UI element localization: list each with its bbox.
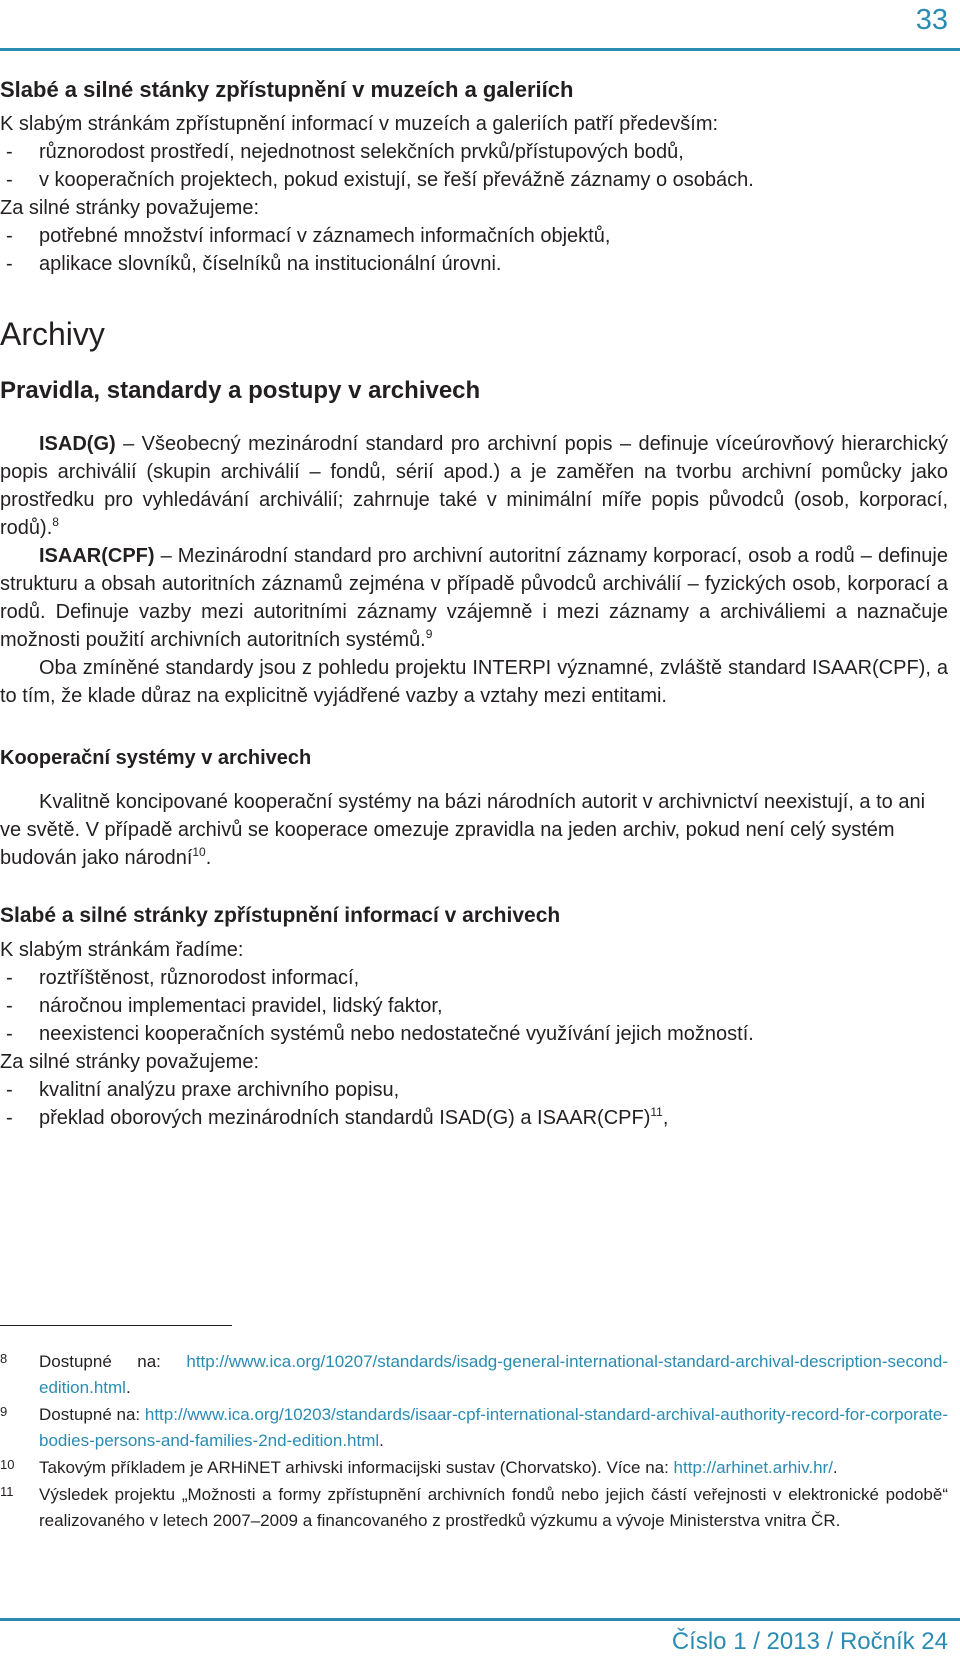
museums-heading: Slabé a silné stánky zpřístupnění v muzeích a galeriích bbox=[0, 77, 574, 102]
museums-weak-intro: K slabým stránkám zpřístupnění informací v muzeích a galeriích patří především: bbox=[0, 113, 719, 135]
strong-item-text: překlad oborových mezinárodních standardů ISAD(G) a ISAAR(CPF) bbox=[39, 1107, 651, 1129]
isaar-text: – Mezinárodní standard pro archivní autoritní záznamy korporací, osob a rodů – definuje strukturu a obsah autoritních záznamů zejména v případě původců archiválií – fyzických osob, korporací a rodů. Definuje vazby mezi autoritními záznamy vzájemně i mezi záznamy a archiváliemi a naznačuje možnosti použití archivních autoritních systémů. bbox=[0, 545, 948, 651]
footnote-divider bbox=[0, 1325, 232, 1326]
footnote-ref-10[interactable]: 10 bbox=[192, 845, 206, 859]
museums-strong-intro: Za silné stránky považujeme: bbox=[0, 197, 260, 219]
footnote-text: Výsledek projektu „Možnosti a formy zpřístupnění archivních fondů nebo jejich částí veřejnosti v elektronické podobě“ realizovaného v letech 2007–2009 a financovaného z prostředků výzkumu a vývoje Ministerstva vnitra ČR. bbox=[39, 1485, 948, 1530]
list-item: - náročnou implementaci pravidel, lidský faktor, bbox=[0, 992, 948, 1020]
museums-weak-list bbox=[0, 138, 948, 194]
isaar-term: ISAAR(CPF) bbox=[39, 545, 155, 567]
footnote-text: Dostupné na: bbox=[39, 1352, 187, 1371]
footnote-10 bbox=[0, 1455, 948, 1481]
strong-item-end: , bbox=[662, 1107, 669, 1129]
rules-heading: Pravidla, standardy a postupy v archivech bbox=[0, 377, 481, 404]
footnote-number: 11 bbox=[0, 1484, 14, 1499]
footnote-11 bbox=[0, 1482, 948, 1534]
archives-weak-list bbox=[0, 964, 948, 1048]
list-item: - v kooperačních projektech, pokud existují, se řeší převážně záznamy o osobách. bbox=[0, 166, 948, 194]
footnote-number: 10 bbox=[0, 1457, 15, 1472]
issue-label: Číslo 1 / 2013 / Ročník 24 bbox=[671, 1628, 948, 1655]
footnote-end: . bbox=[125, 1378, 131, 1397]
list-item: - různorodost prostředí, nejednotnost selekčních prvků/přístupových bodů, bbox=[0, 138, 948, 166]
isad-text: – Všeobecný mezinárodní standard pro archivní popis – definuje víceúrovňový hierarchický popis archiválií (skupin archiválií – fondů, sérií apod.) a je zaměřen na tvorbu archivní pomůcky jako prostředku pro vyhledávání archiválií; zahrnuje také v minimální míře popis původců (osob, korporací, rodů). bbox=[0, 433, 948, 539]
header-rule bbox=[0, 48, 960, 51]
footnote-8 bbox=[0, 1349, 948, 1401]
archives-title: Archivy bbox=[0, 316, 105, 352]
footnote-link[interactable]: http://www.ica.org/10203/standards/isaar-cpf-international-standard-archival-authority-record-for-corporate-bodies-persons-and-families-2nd-edition.html bbox=[39, 1405, 949, 1450]
archives-strong-list bbox=[0, 1076, 948, 1132]
coop-heading: Kooperační systémy v archivech bbox=[0, 747, 312, 769]
main-content bbox=[0, 76, 948, 1132]
footnote-ref-9[interactable]: 9 bbox=[425, 627, 433, 641]
list-item: - neexistenci kooperačních systémů nebo nedostatečné využívání jejich možností. bbox=[0, 1020, 948, 1048]
list-item bbox=[0, 1104, 948, 1132]
coop-paragraph bbox=[0, 788, 948, 872]
isaar-paragraph bbox=[0, 542, 948, 654]
footnote-number: 9 bbox=[0, 1404, 8, 1419]
footer-rule bbox=[0, 1618, 960, 1621]
footnote-number: 8 bbox=[0, 1351, 8, 1366]
footnote-ref-11[interactable]: 11 bbox=[650, 1105, 663, 1119]
footnote-link[interactable]: http://arhinet.arhiv.hr/ bbox=[673, 1458, 833, 1477]
both-standards-paragraph: Oba zmíněné standardy jsou z pohledu projektu INTERPI významné, zvláště standard ISAAR(CPF), a to tím, že klade důraz na explicitně vyjádřené vazby a vztahy mezi entitami. bbox=[0, 657, 948, 707]
footnote-end: . bbox=[379, 1431, 384, 1450]
list-item: - kvalitní analýzu praxe archivního popisu, bbox=[0, 1076, 948, 1104]
coop-end: . bbox=[205, 847, 212, 869]
footnote-ref-8[interactable]: 8 bbox=[52, 515, 59, 529]
archives-strong-intro: Za silné stránky považujeme: bbox=[0, 1051, 260, 1073]
footnotes bbox=[0, 1349, 948, 1535]
footnote-link[interactable]: http://www.ica.org/10207/standards/isadg-general-international-standard-archival-description-second-edition.html bbox=[39, 1352, 948, 1397]
museums-strong-list bbox=[0, 222, 948, 278]
footnote-text: Dostupné na: bbox=[39, 1405, 145, 1424]
archives-sw-heading: Slabé a silné stránky zpřístupnění informací v archivech bbox=[0, 904, 561, 927]
archives-section bbox=[0, 314, 948, 1132]
page-number: 33 bbox=[915, 4, 948, 36]
isad-paragraph bbox=[0, 430, 948, 542]
museums-section bbox=[0, 76, 948, 278]
isad-term: ISAD(G) bbox=[39, 433, 116, 455]
list-item: - aplikace slovníků, číselníků na institucionální úrovni. bbox=[0, 250, 948, 278]
footnote-end: . bbox=[832, 1458, 838, 1477]
footnote-text: Takovým příkladem je ARHiNET arhivski informacijski sustav (Chorvatsko). Více na: bbox=[39, 1458, 674, 1477]
coop-text: Kvalitně koncipované kooperační systémy na bázi národních autorit v archivnictví neexistují, a to ani ve světě. V případě archivů se kooperace omezuje zpravidla na jeden archiv, pokud není celý systém budován jako národní bbox=[0, 791, 926, 869]
list-item: - roztříštěnost, různorodost informací, bbox=[0, 964, 948, 992]
list-item: - potřebné množství informací v záznamech informačních objektů, bbox=[0, 222, 948, 250]
footnote-9 bbox=[0, 1402, 948, 1454]
archives-weak-intro: K slabým stránkám řadíme: bbox=[0, 939, 244, 961]
